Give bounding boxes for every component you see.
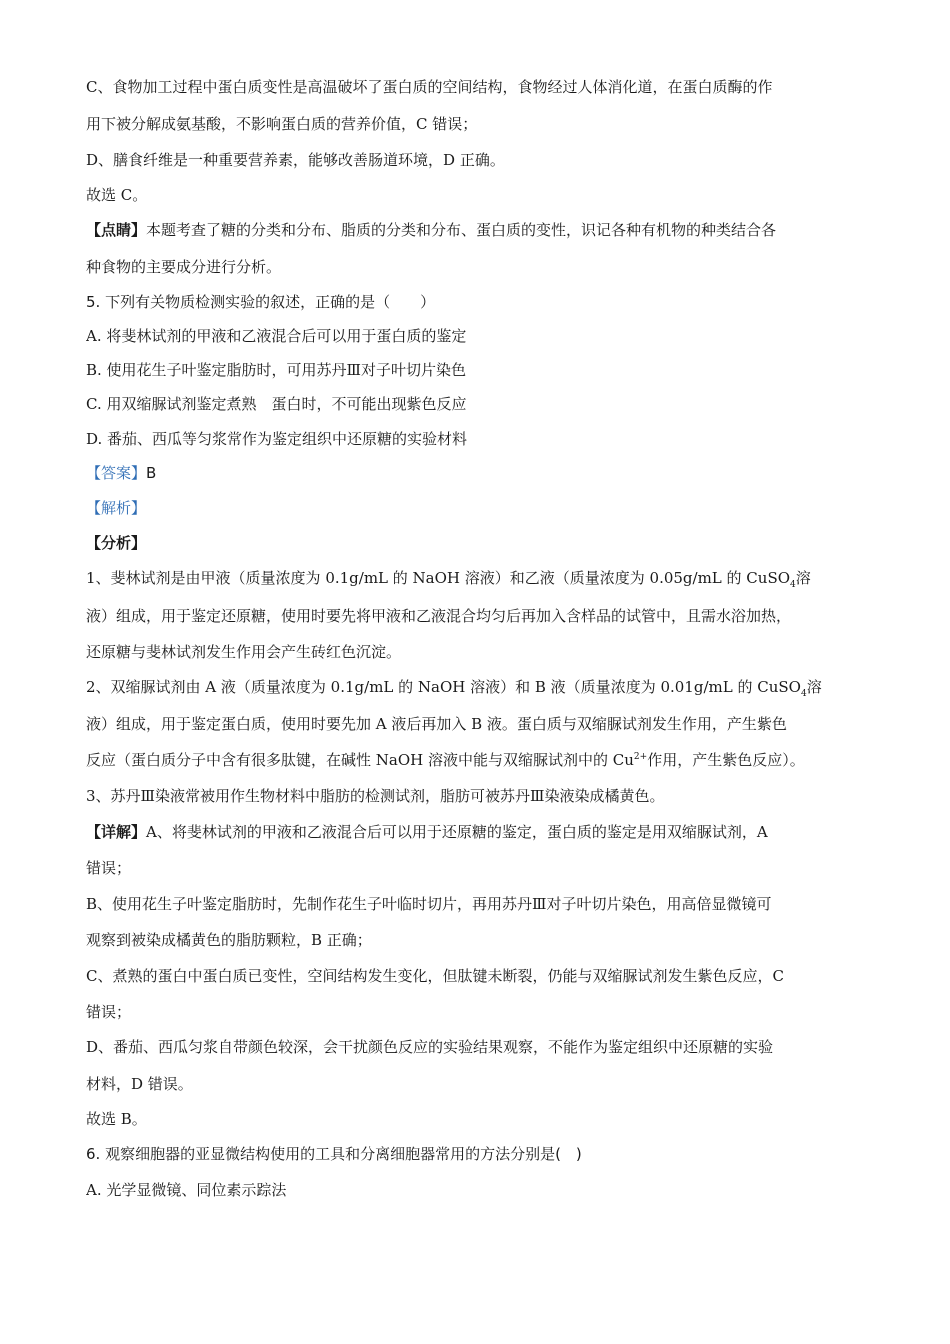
text-line: 用下被分解成氨基酸，不影响蛋白质的营养价值，C 错误； <box>86 115 478 133</box>
detail-text: A、将斐林试剂的甲液和乙液混合后可以用于还原糖的鉴定，蛋白质的鉴定是用双缩脲试剂，A <box>146 823 768 841</box>
text-line: 液）组成，用于鉴定蛋白质，使用时要先加 A 液后再加入 B 液。蛋白质与双缩脲试剂发生作用，产生紫色 <box>86 715 787 733</box>
option-d: D. 番茄、西瓜等匀浆常作为鉴定组织中还原糖的实验材料 <box>86 430 468 448</box>
option-a: A. 光学显微镜、同位素示踪法 <box>86 1181 287 1199</box>
answer-value: B <box>146 464 157 482</box>
text-span: 1、斐林试剂是由甲液（质量浓度为 0.1g/mL 的 NaOH 溶液）和乙液（质量浓度为 0.05g/mL 的 CuSO <box>86 569 791 587</box>
text-line: C、食物加工过程中蛋白质变性是高温破坏了蛋白质的空间结构，食物经过人体消化道，在蛋白质酶的作 <box>86 78 773 96</box>
text-line: C、煮熟的蛋白中蛋白质已变性，空间结构发生变化，但肽键未断裂，仍能与双缩脲试剂发生紫色反应，C <box>86 967 784 985</box>
text-line: 错误； <box>86 1003 132 1021</box>
option-a: A. 将斐林试剂的甲液和乙液混合后可以用于蛋白质的鉴定 <box>86 327 467 345</box>
hint-text: 本题考查了糖的分类和分布、脂质的分类和分布、蛋白质的变性，识记各种有机物的种类结合各 <box>146 221 777 239</box>
text-line: 3、苏丹Ⅲ染液常被用作生物材料中脂肪的检测试剂，脂肪可被苏丹Ⅲ染液染成橘黄色。 <box>86 787 665 805</box>
text-line: D、番茄、西瓜匀浆自带颜色较深，会干扰颜色反应的实验结果观察，不能作为鉴定组织中还原糖的实验 <box>86 1038 774 1056</box>
analysis-subheading: 【分析】 <box>86 534 147 552</box>
text-line: B、使用花生子叶鉴定脂肪时，先制作花生子叶临时切片，再用苏丹Ⅲ对子叶切片染色，用高倍显微镜可 <box>86 895 772 913</box>
text-line: 种食物的主要成分进行分析。 <box>86 258 282 276</box>
answer-tag: 【答案】 <box>86 464 147 482</box>
text-span: 溶 <box>795 569 811 587</box>
detail-tag: 【详解】 <box>86 823 147 841</box>
subscript: 4 <box>790 580 796 589</box>
text-line: 故选 C。 <box>86 186 148 204</box>
text-line: 观察到被染成橘黄色的脂肪颗粒，B 正确； <box>86 931 372 949</box>
subscript: 4 <box>800 689 807 698</box>
answer-line <box>86 462 876 484</box>
text-span: 反应（蛋白质分子中含有很多肽键，在碱性 NaOH 溶液中能与双缩脲试剂中的 Cu <box>86 751 634 769</box>
superscript: 2+ <box>633 752 648 762</box>
text-line: 材料，D 错误。 <box>86 1075 193 1093</box>
text-span: 2、双缩脲试剂由 A 液（质量浓度为 0.1g/mL 的 NaOH 溶液）和 B 液（质量浓度为 0.01g/mL 的 CuSO <box>86 678 801 696</box>
hint-tag: 【点睛】 <box>86 221 147 239</box>
hint-paragraph <box>86 219 876 241</box>
text-line: 错误； <box>86 859 132 877</box>
option-b: B. 使用花生子叶鉴定脂肪时，可用苏丹Ⅲ对子叶切片染色 <box>86 361 467 379</box>
text-line <box>86 749 876 771</box>
question-5-stem: 5. 下列有关物质检测实验的叙述，正确的是（ ） <box>86 293 436 311</box>
text-line: 故选 B。 <box>86 1110 147 1128</box>
text-span: 作用，产生紫色反应）。 <box>647 751 805 769</box>
text-span: 溶 <box>806 678 822 696</box>
analysis-heading: 【解析】 <box>86 499 147 517</box>
text-line: D、膳食纤维是一种重要营养素，能够改善肠道环境，D 正确。 <box>86 151 505 169</box>
question-6-stem: 6. 观察细胞器的亚显微结构使用的工具和分离细胞器常用的方法分别是( ) <box>86 1145 582 1163</box>
detail-paragraph <box>86 821 876 843</box>
text-line <box>86 567 876 589</box>
text-line <box>86 676 876 698</box>
option-c: C. 用双缩脲试剂鉴定煮熟 蛋白时，不可能出现紫色反应 <box>86 395 467 413</box>
text-line: 还原糖与斐林试剂发生作用会产生砖红色沉淀。 <box>86 643 402 661</box>
text-line: 液）组成，用于鉴定还原糖，使用时要先将甲液和乙液混合均匀后再加入含样品的试管中，且需水浴加热， <box>86 607 792 625</box>
